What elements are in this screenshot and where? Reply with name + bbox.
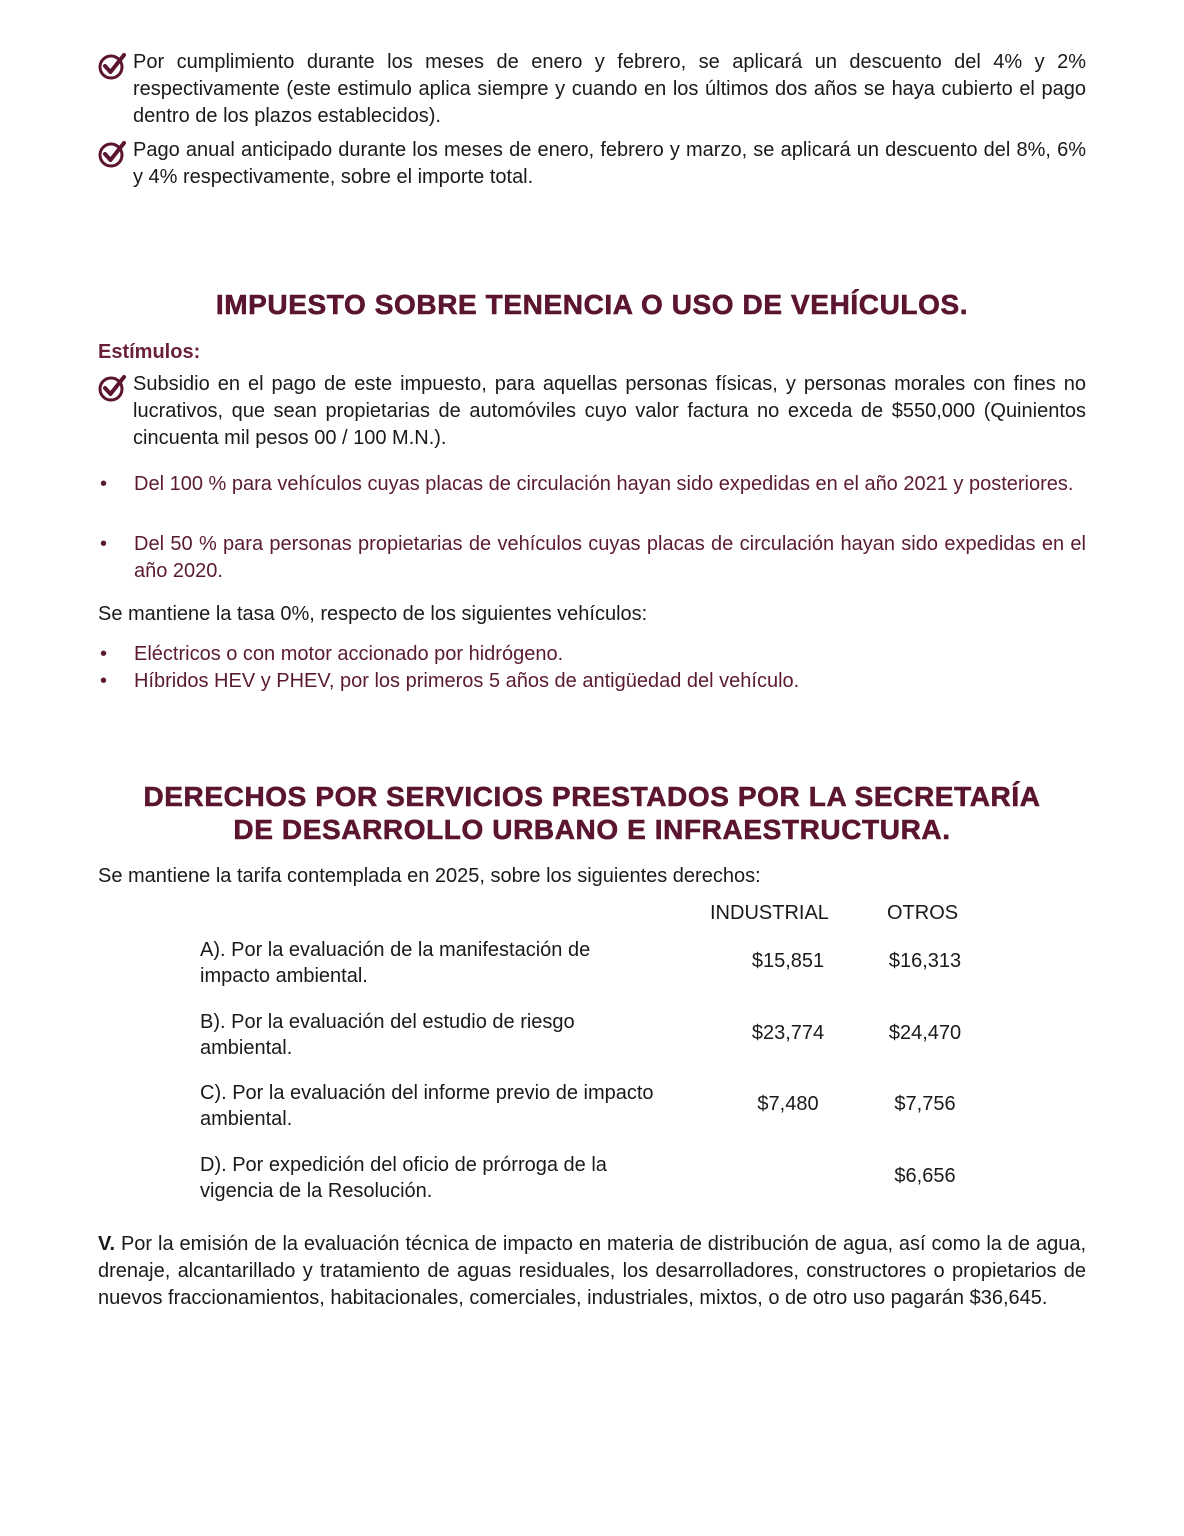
rate-description: B). Por la evaluación del estudio de riesgo ambiental.: [200, 1011, 575, 1059]
rates-intro: Se mantiene la tarifa contemplada en 2025, sobre los siguientes derechos:: [98, 865, 761, 887]
rate-row: [200, 1009, 1000, 1063]
rate-industrial: $15,851: [751, 950, 825, 972]
column-header-industrial: INDUSTRIAL: [710, 902, 829, 924]
section-title-derechos: [98, 780, 1086, 846]
bullet-icon: •: [100, 670, 108, 692]
bullet-text: Del 50 % para personas propietarias de vehículos cuyas placas de circulación hayan sido expedidas en el año 2020.: [134, 533, 1086, 582]
discount-item-text: Pago anual anticipado durante los meses de enero, febrero y marzo, se aplicará un descuento del 8%, 6% y 4% respectivamente, sobre el importe total.: [133, 139, 1086, 188]
subsidy-bullet-50: [98, 531, 1086, 585]
section-title-tenencia: IMPUESTO SOBRE TENENCIA O USO DE VEHÍCULOS.: [215, 289, 969, 320]
section-v-text: Por la emisión de la evaluación técnica de impacto en materia de distribución de agua, así como la de agua, drenaje, alcantarillado y tratamiento de aguas residuales, los desarrolladores, constructores o propietarios de nuevos fraccionamientos, habitacionales, comerciales, industriales, mixtos, o de otro uso pagarán $36,645.: [98, 1233, 1086, 1309]
bullet-icon: •: [100, 473, 108, 495]
discount-item-timely-payment: [98, 49, 1086, 130]
rate-otros: $16,313: [888, 950, 962, 972]
subsidy-item: [98, 371, 1086, 452]
bullet-text: Eléctricos o con motor accionado por hidrógeno.: [134, 643, 564, 665]
zero-rate-bullet-hybrid: [98, 668, 1086, 695]
check-circle-icon: [98, 373, 128, 403]
rate-row: [200, 1152, 1000, 1206]
rate-description: C). Por la evaluación del informe previo de impacto ambiental.: [200, 1082, 654, 1130]
bullet-icon: •: [100, 533, 108, 555]
stimulus-label: Estímulos:: [98, 341, 201, 363]
subsidy-item-text: Subsidio en el pago de este impuesto, para aquellas personas físicas, y personas morales con fines no lucrativos, que sean propietarias de automóviles cuyo valor factura no exceda de $550,000 (Quinientos cincuenta mil pesos 00 / 100 M.N.).: [133, 373, 1086, 449]
section-v-marker: V.: [98, 1233, 116, 1255]
check-circle-icon: [98, 139, 128, 169]
rate-industrial: $23,774: [751, 1022, 825, 1044]
bullet-icon: •: [100, 643, 108, 665]
discount-item-text: Por cumplimiento durante los meses de enero y febrero, se aplicará un descuento del 4% y 2% respectivamente (este estimulo aplica siempre y cuando en los últimos dos años se haya cubierto el pago dentro de los plazos establecidos).: [133, 51, 1086, 127]
check-circle-icon: [98, 51, 128, 81]
discount-item-annual-payment: [98, 137, 1086, 191]
column-header-otros: OTROS: [887, 902, 959, 924]
rate-description: D). Por expedición del oficio de prórroga de la vigencia de la Resolución.: [200, 1154, 607, 1202]
rate-row: [200, 937, 1000, 991]
subsidy-bullet-100: [98, 471, 1086, 498]
rate-otros: $6,656: [894, 1165, 956, 1187]
section-title-line: DE DESARROLLO URBANO E INFRAESTRUCTURA.: [233, 814, 951, 845]
rate-industrial: $7,480: [757, 1093, 819, 1115]
bullet-text: Híbridos HEV y PHEV, por los primeros 5 años de antigüedad del vehículo.: [134, 670, 800, 692]
rate-otros: $7,756: [894, 1093, 956, 1115]
zero-rate-bullet-electric: [98, 641, 1086, 668]
rate-description: A). Por la evaluación de la manifestación de impacto ambiental.: [200, 939, 591, 987]
rate-row: [200, 1080, 1000, 1134]
section-title-line: DERECHOS POR SERVICIOS PRESTADOS POR LA SECRETARÍA: [143, 781, 1041, 812]
zero-rate-intro: Se mantiene la tasa 0%, respecto de los siguientes vehículos:: [98, 603, 648, 625]
bullet-text: Del 100 % para vehículos cuyas placas de circulación hayan sido expedidas en el año 2021 y posteriores.: [134, 473, 1074, 495]
rate-otros: $24,470: [888, 1022, 962, 1044]
section-v-paragraph: [98, 1231, 1086, 1312]
